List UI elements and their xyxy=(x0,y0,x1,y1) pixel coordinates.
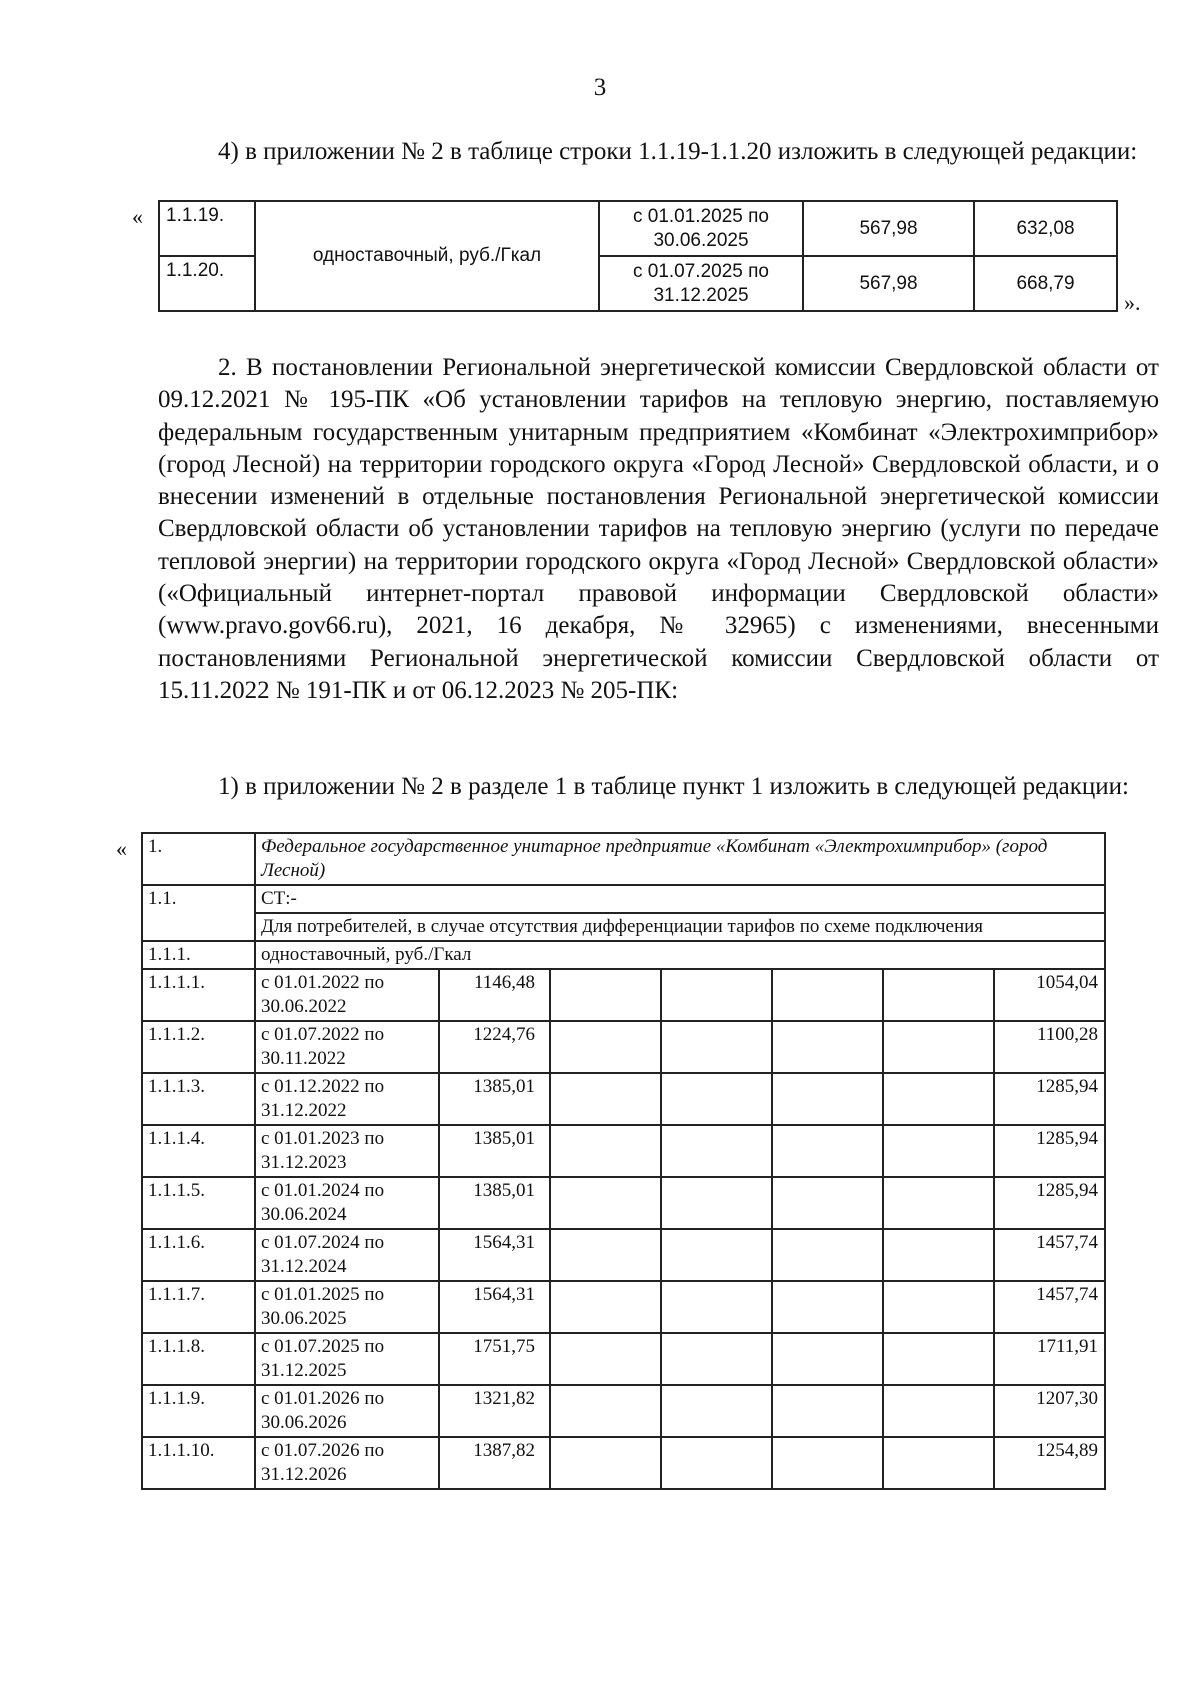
row-number: 1.1.1.9. xyxy=(142,1385,255,1437)
empty-cell xyxy=(772,1437,883,1489)
empty-cell xyxy=(772,1125,883,1177)
period-cell xyxy=(255,1437,439,1489)
empty-cell xyxy=(883,1281,994,1333)
value-cell: 1457,74 xyxy=(994,1229,1105,1281)
period-cell xyxy=(255,969,439,1021)
row-number: 1. xyxy=(142,833,255,885)
period-start: с 01.07.2025 по xyxy=(261,1336,385,1357)
value-cell: 1146,48 xyxy=(439,969,550,1021)
period-start: с 01.07.2025 по xyxy=(632,260,769,282)
period-end: 31.12.2025 xyxy=(653,284,749,306)
row-number: 1.1.1.1. xyxy=(142,969,255,1021)
period-start: с 01.01.2022 по xyxy=(261,972,385,993)
value-cell: 1564,31 xyxy=(439,1229,550,1281)
value-cell: 567,98 xyxy=(803,201,974,256)
period-end: 30.06.2025 xyxy=(653,229,749,251)
period-cell xyxy=(255,1073,439,1125)
empty-cell xyxy=(661,969,772,1021)
empty-cell xyxy=(550,1021,661,1073)
period-end: 30.06.2026 xyxy=(261,1412,347,1433)
period-start: с 01.01.2025 по xyxy=(261,1284,385,1305)
consumer-category: Для потребителей, в случае отсутствия дифференциации тарифов по схеме подключения xyxy=(255,913,1105,941)
empty-cell xyxy=(772,1177,883,1229)
empty-cell xyxy=(661,1125,772,1177)
value-cell: 1321,82 xyxy=(439,1385,550,1437)
quote-close-1: ». xyxy=(1124,290,1141,315)
value-cell: 1224,76 xyxy=(439,1021,550,1073)
value-cell: 1100,28 xyxy=(994,1021,1105,1073)
page-number: 3 xyxy=(593,74,607,101)
value-cell: 1457,74 xyxy=(994,1281,1105,1333)
tariff-table-1 xyxy=(158,200,1118,312)
period-cell xyxy=(255,1333,439,1385)
value-cell: 1385,01 xyxy=(439,1125,550,1177)
row-number: 1.1.1.2. xyxy=(142,1021,255,1073)
period-cell xyxy=(255,1177,439,1229)
empty-cell xyxy=(661,1021,772,1073)
table-row xyxy=(142,969,1105,1021)
table-row xyxy=(142,1385,1105,1437)
row-number: 1.1.20. xyxy=(159,256,255,311)
empty-cell xyxy=(661,1333,772,1385)
organization-name xyxy=(255,833,1105,885)
empty-cell xyxy=(550,1437,661,1489)
empty-cell xyxy=(772,1073,883,1125)
table-row xyxy=(142,1281,1105,1333)
value-cell: 1711,91 xyxy=(994,1333,1105,1385)
row-number: 1.1.1.5. xyxy=(142,1177,255,1229)
period-end: 30.06.2025 xyxy=(261,1308,347,1329)
empty-cell xyxy=(772,1385,883,1437)
period-end: 31.12.2022 xyxy=(261,1100,347,1121)
paragraph-2-1 xyxy=(158,771,1159,803)
row-number: 1.1.1.6. xyxy=(142,1229,255,1281)
period-end: 30.11.2022 xyxy=(261,1048,346,1069)
empty-cell xyxy=(550,1125,661,1177)
table-row xyxy=(142,941,1105,969)
period-cell xyxy=(255,1385,439,1437)
value-cell: 1564,31 xyxy=(439,1281,550,1333)
empty-cell xyxy=(883,1229,994,1281)
empty-cell xyxy=(772,1229,883,1281)
value-cell: 1285,94 xyxy=(994,1073,1105,1125)
paragraph-2-1-text: 1) в приложении № 2 в разделе 1 в таблице пункт 1 изложить в следующей редакции: xyxy=(218,773,1129,800)
row-number: 1.1.19. xyxy=(159,201,255,256)
table-row xyxy=(142,1229,1105,1281)
table-row xyxy=(142,1073,1105,1125)
quote-open-1: « xyxy=(132,204,143,229)
period-start: с 01.01.2025 по xyxy=(632,205,769,227)
empty-cell xyxy=(883,1333,994,1385)
period-start: с 01.01.2024 по xyxy=(261,1180,385,1201)
empty-cell xyxy=(883,1125,994,1177)
period-end: 30.06.2024 xyxy=(261,1204,347,1225)
row-number: 1.1.1.8. xyxy=(142,1333,255,1385)
empty-cell xyxy=(772,1021,883,1073)
row-number: 1.1.1.10. xyxy=(142,1437,255,1489)
period-start: с 01.01.2026 по xyxy=(261,1388,385,1409)
period-end: 31.12.2023 xyxy=(261,1152,347,1173)
empty-cell xyxy=(550,969,661,1021)
empty-cell xyxy=(883,1021,994,1073)
table-row xyxy=(142,1125,1105,1177)
row-number: 1.1.1.4. xyxy=(142,1125,255,1177)
empty-cell xyxy=(550,1177,661,1229)
value-cell: 1207,30 xyxy=(994,1385,1105,1437)
row-number: 1.1. xyxy=(142,885,255,941)
organization-name-text: Федеральное государственное унитарное предприятие «Комбинат «Электрохимприбор» (город Лесной) xyxy=(261,836,1048,881)
empty-cell xyxy=(883,1437,994,1489)
row-number: 1.1.1.7. xyxy=(142,1281,255,1333)
paragraph-4 xyxy=(158,136,1159,168)
empty-cell xyxy=(883,969,994,1021)
empty-cell xyxy=(772,1333,883,1385)
period-cell xyxy=(255,1229,439,1281)
value-cell: 1285,94 xyxy=(994,1125,1105,1177)
tariff-table-2 xyxy=(141,832,1106,1490)
paragraph-2 xyxy=(158,352,1159,707)
period-start: с 01.07.2026 по xyxy=(261,1440,385,1461)
empty-cell xyxy=(661,1385,772,1437)
empty-cell xyxy=(550,1385,661,1437)
value-cell: 1054,04 xyxy=(994,969,1105,1021)
empty-cell xyxy=(550,1073,661,1125)
period-start: с 01.01.2023 по xyxy=(261,1128,385,1149)
tariff-type-label: одноставочный, руб./Гкал xyxy=(255,941,1105,969)
value-cell: 1751,75 xyxy=(439,1333,550,1385)
empty-cell xyxy=(772,969,883,1021)
period-cell xyxy=(255,1281,439,1333)
value-cell: 668,79 xyxy=(974,256,1117,311)
system-type: СТ:- xyxy=(255,885,1105,913)
period-cell xyxy=(255,1021,439,1073)
table-row xyxy=(142,885,1105,913)
empty-cell xyxy=(883,1385,994,1437)
value-cell: 632,08 xyxy=(974,201,1117,256)
period-start: с 01.07.2022 по xyxy=(261,1024,385,1045)
empty-cell xyxy=(661,1073,772,1125)
tariff-type-label: одноставочный, руб./Гкал xyxy=(255,201,599,311)
period-end: 31.12.2025 xyxy=(261,1360,347,1381)
period-start: с 01.12.2022 по xyxy=(261,1076,385,1097)
value-cell: 1254,89 xyxy=(994,1437,1105,1489)
table-row xyxy=(142,1021,1105,1073)
value-cell: 1385,01 xyxy=(439,1177,550,1229)
table-row xyxy=(142,1177,1105,1229)
quote-open-2: « xyxy=(116,836,127,861)
value-cell: 1385,01 xyxy=(439,1073,550,1125)
table-row xyxy=(159,201,1117,256)
value-cell: 1387,82 xyxy=(439,1437,550,1489)
table-row xyxy=(142,1333,1105,1385)
table-row xyxy=(142,1437,1105,1489)
empty-cell xyxy=(661,1229,772,1281)
period-cell xyxy=(255,1125,439,1177)
value-cell: 1285,94 xyxy=(994,1177,1105,1229)
value-cell: 567,98 xyxy=(803,256,974,311)
empty-cell xyxy=(550,1333,661,1385)
empty-cell xyxy=(883,1073,994,1125)
empty-cell xyxy=(550,1281,661,1333)
table-row xyxy=(142,913,1105,941)
empty-cell xyxy=(661,1177,772,1229)
empty-cell xyxy=(772,1281,883,1333)
period-end: 30.06.2022 xyxy=(261,996,347,1017)
period-end: 31.12.2026 xyxy=(261,1464,347,1485)
row-number: 1.1.1. xyxy=(142,941,255,969)
empty-cell xyxy=(661,1437,772,1489)
period-cell xyxy=(599,256,803,311)
paragraph-4-text: 4) в приложении № 2 в таблице строки 1.1.19-1.1.20 изложить в следующей редакции: xyxy=(218,138,1138,165)
table-row xyxy=(142,833,1105,885)
paragraph-2-text: 2. В постановлении Региональной энергетической комиссии Свердловской области от 09.12.2021 № 195-ПК «Об установлении тарифов на тепловую энергию, поставляемую федеральным государственным унитарным предприятием «Комбинат «Электрохимприбор» (город Лесной) на территории городского округа «Город Лесной» Свердловской области, и о внесении изменений в отдельные постановления Региональной энергетической комиссии Свердловской области об установлении тарифов на тепловую энергию (услуги по передаче тепловой энергии) на территории городского округа «Город Лесной» Свердловской области» («Официальный интернет-портал правовой информации Свердловской области» (www.pravo.gov66.ru), 2021, 16 декабря, № 32965) с изменениями, внесенными постановлениями Региональной энергетической комиссии Свердловской области от 15.11.2022 № 191-ПК и от 06.12.2023 № 205-ПК: xyxy=(158,354,1159,704)
period-cell xyxy=(599,201,803,256)
empty-cell xyxy=(661,1281,772,1333)
period-start: с 01.07.2024 по xyxy=(261,1232,385,1253)
empty-cell xyxy=(883,1177,994,1229)
row-number: 1.1.1.3. xyxy=(142,1073,255,1125)
empty-cell xyxy=(550,1229,661,1281)
period-end: 31.12.2024 xyxy=(261,1256,347,1277)
